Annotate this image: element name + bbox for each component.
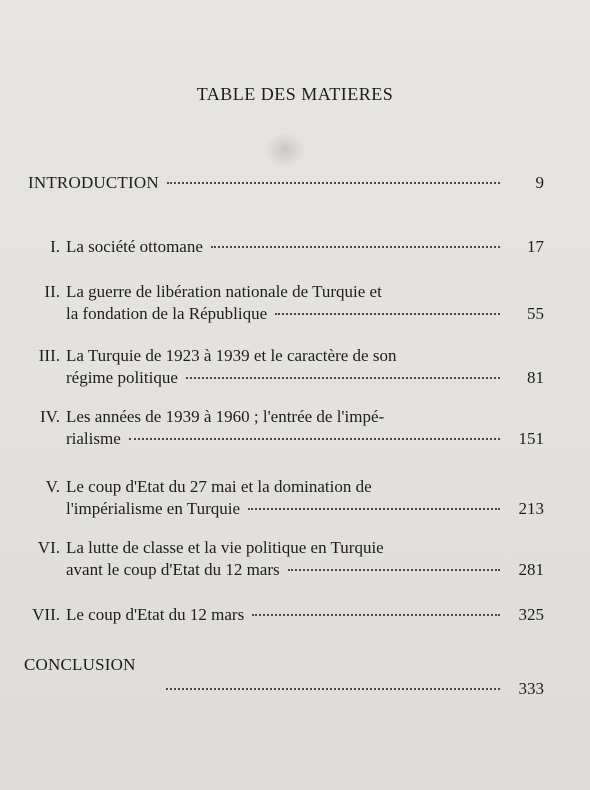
chapter-title-line: la fondation de la République bbox=[66, 304, 268, 323]
page-number: 325 bbox=[518, 605, 544, 624]
chapter-title-line: avant le coup d'Etat du 12 mars bbox=[66, 560, 280, 579]
chapter-title-line: La lutte de classe et la vie politique en Turquie bbox=[66, 538, 384, 557]
chapter-title-line: Le coup d'Etat du 27 mai et la domination de bbox=[66, 477, 372, 496]
chapter-title-line: rialisme bbox=[66, 429, 121, 448]
toc-entry-chapter-1 bbox=[0, 236, 544, 258]
leader-dots bbox=[248, 508, 500, 510]
toc-entry-chapter-7 bbox=[0, 604, 544, 626]
toc-entry-chapter-4 bbox=[0, 406, 544, 450]
toc-entry-chapter-2 bbox=[0, 281, 544, 325]
chapter-number: I. bbox=[50, 237, 60, 256]
page-number: 9 bbox=[535, 173, 544, 192]
toc-entry-introduction bbox=[28, 172, 544, 194]
show-through-mark bbox=[265, 132, 305, 168]
toc-entry-conclusion bbox=[24, 654, 544, 700]
chapter-title-line: La Turquie de 1923 à 1939 et le caractère de son bbox=[66, 346, 397, 365]
page-number: 333 bbox=[518, 679, 544, 698]
leader-dots bbox=[288, 569, 500, 571]
leader-dots bbox=[211, 246, 500, 248]
chapter-title-line: La guerre de libération nationale de Turquie et bbox=[66, 282, 382, 301]
introduction-label: INTRODUCTION bbox=[28, 173, 159, 192]
leader-dots bbox=[167, 182, 500, 184]
page-title: TABLE DES MATIERES bbox=[196, 84, 394, 104]
page-number: 281 bbox=[518, 560, 544, 579]
chapter-number: IV. bbox=[40, 407, 60, 426]
toc-entry-chapter-5 bbox=[0, 476, 544, 520]
leader-dots bbox=[129, 438, 500, 440]
leader-dots bbox=[186, 377, 500, 379]
chapter-number: V. bbox=[45, 477, 60, 496]
chapter-number: VI. bbox=[37, 538, 60, 557]
leader-dots bbox=[166, 688, 500, 690]
leader-dots bbox=[252, 614, 500, 616]
page-number: 81 bbox=[527, 368, 544, 387]
page-number: 213 bbox=[518, 499, 544, 518]
chapter-title-line: l'impérialisme en Turquie bbox=[66, 499, 240, 518]
leader-dots bbox=[275, 313, 500, 315]
conclusion-label: CONCLUSION bbox=[24, 655, 136, 674]
chapter-title-line: La société ottomane bbox=[66, 237, 203, 256]
page-number: 55 bbox=[527, 304, 544, 323]
page-number: 151 bbox=[518, 429, 544, 448]
chapter-number: VII. bbox=[32, 605, 60, 624]
toc-entry-chapter-6 bbox=[0, 537, 544, 581]
chapter-number: III. bbox=[38, 346, 60, 365]
chapter-title-line: régime politique bbox=[66, 368, 178, 387]
page-number: 17 bbox=[527, 237, 544, 256]
chapter-title-line: Les années de 1939 à 1960 ; l'entrée de l'impé- bbox=[66, 407, 385, 426]
toc-entry-chapter-3 bbox=[0, 345, 544, 389]
chapter-title-line: Le coup d'Etat du 12 mars bbox=[66, 605, 245, 624]
chapter-number: II. bbox=[44, 282, 60, 301]
